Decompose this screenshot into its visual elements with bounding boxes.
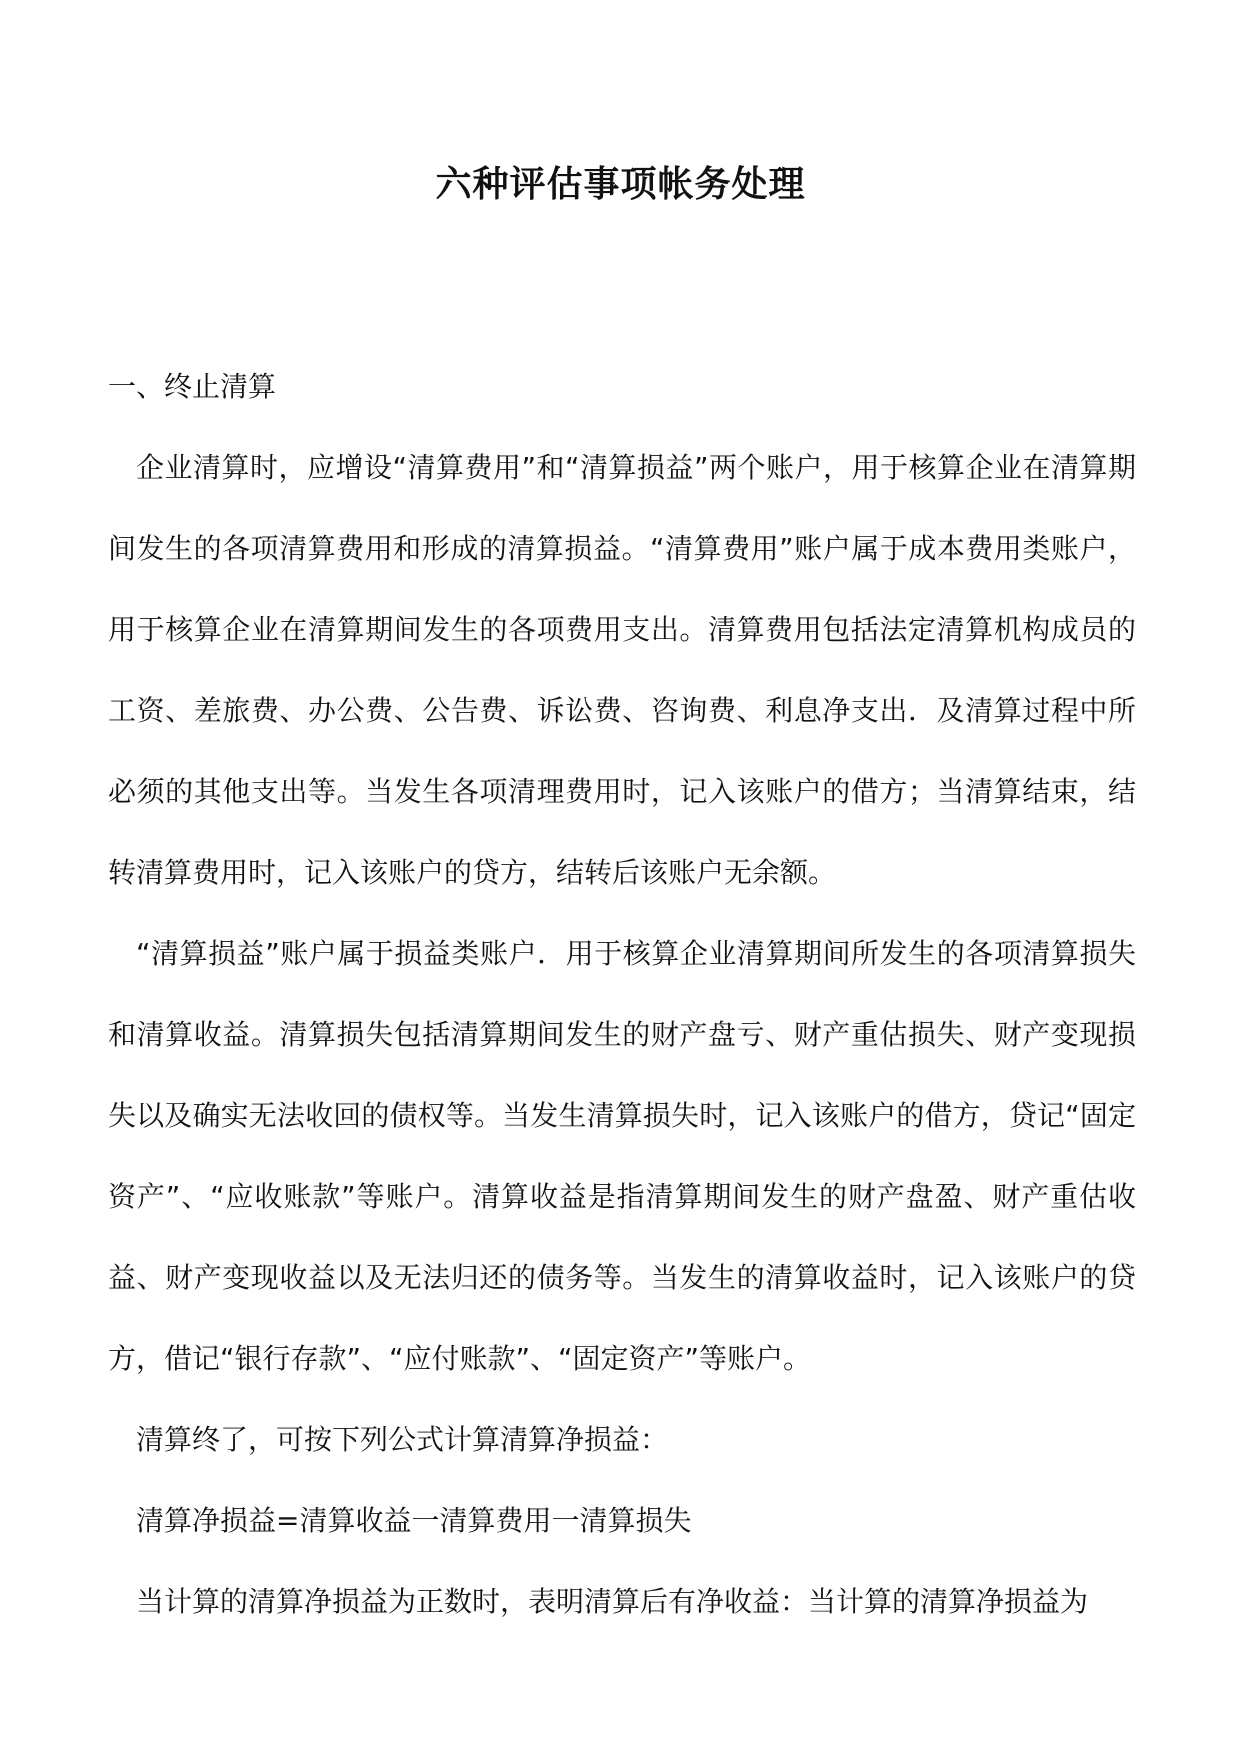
paragraph-liquidation-gains-losses: “清算损益”账户属于损益类账户．用于核算企业清算期间所发生的各项清算损失和清算收益。清算损失包括清算期间发生的财产盘亏、财产重估损失、财产变现损失以及确实无法收回的债权等。当发生清算损失时，记入该账户的借方，贷记“固定资产”、“应收账款”等账户。清算收益是指清算期间发生的财产盘盈、财产重估收益、财产变现收益以及无法归还的债务等。当发生的清算收益时，记入该账户的贷方，借记“银行存款”、“应付账款”、“固定资产”等账户。 [108,937,1136,1375]
document-title: 六种评估事项帐务处理 [435,163,806,205]
paragraph-liquidation-expenses: 企业清算时，应增设“清算费用”和“清算损益”两个账户，用于核算企业在清算期间发生的各项清算费用和形成的清算损益。“清算费用”账户属于成本费用类账户，用于核算企业在清算期间发生的各项费用支出。清算费用包括法定清算机构成员的工资、差旅费、办公费、公告费、诉讼费、咨询费、利息净支出．及清算过程中所必须的其他支出等。当发生各项清理费用时，记入该账户的借方；当清算结束，结转清算费用时，记入该账户的贷方，结转后该账户无余额。 [108,451,1136,889]
paragraph-formula: 清算净损益=清算收益一清算费用一清算损失 [136,1504,692,1537]
section-heading: 一、终止清算 [108,370,277,403]
paragraph-formula-intro: 清算终了，可按下列公式计算清算净损益： [136,1423,669,1456]
document-body [108,346,1136,1642]
paragraph-net-result: 当计算的清算净损益为正数时，表明清算后有净收益：当计算的清算净损益为 [136,1585,1089,1618]
